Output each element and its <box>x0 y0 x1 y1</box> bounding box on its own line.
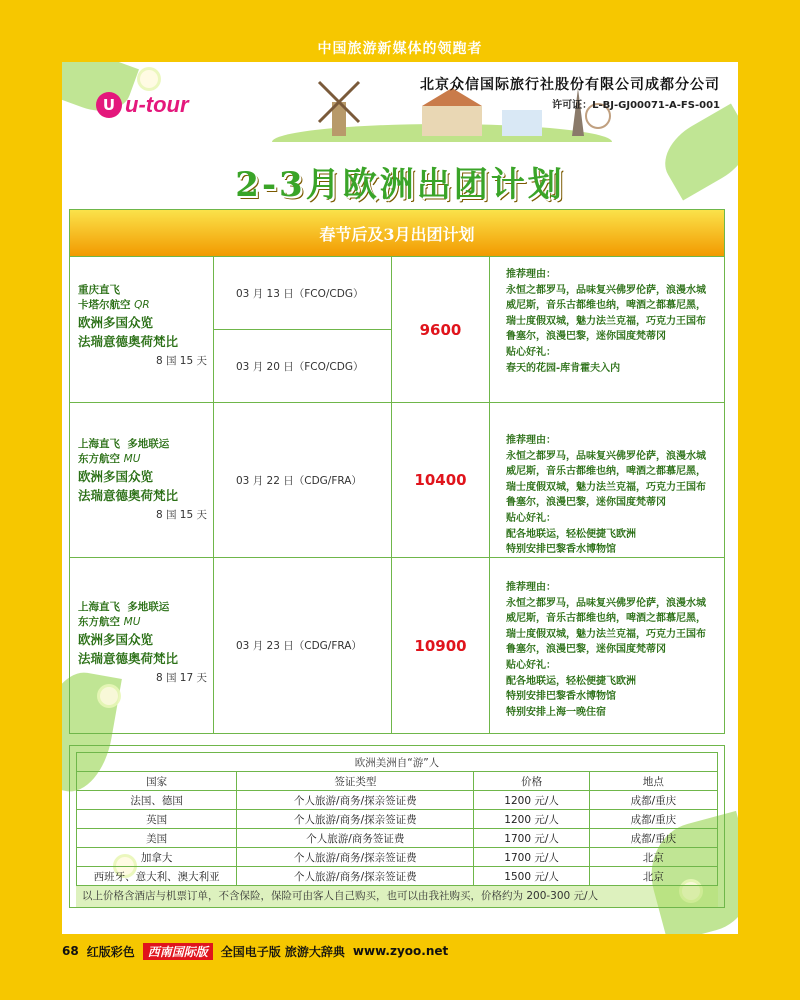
cell-visa-type: 个人旅游/商务/探亲签证费 <box>237 810 474 829</box>
route-cell <box>70 257 214 402</box>
gift-heading: 贴心好礼： <box>506 512 556 524</box>
table-row <box>77 791 718 810</box>
visa-header-row <box>77 772 718 791</box>
airline-name: 东方航空 <box>78 616 120 628</box>
airline-code: MU <box>123 453 141 465</box>
route-cell <box>70 558 214 733</box>
footer-brand: 红版彩色 <box>86 944 135 959</box>
cell-location: 成都/重庆 <box>589 829 717 848</box>
route-direct: 上海直飞 <box>78 438 120 450</box>
plan-table-header: 春节后及3月出团计划 <box>70 210 724 256</box>
route-origin <box>78 437 213 452</box>
departure-date: 03 月 22 日（CDG/FRA） <box>236 474 362 487</box>
tour-row <box>70 256 724 402</box>
gift-line: 配各地联运，轻松便捷飞欧洲 <box>506 528 636 540</box>
table-row <box>77 829 718 848</box>
reason-line: 威尼斯，音乐古都维也纳，啤酒之都慕尼黑， <box>506 613 706 625</box>
reason-line: 永恒之都罗马，品味复兴佛罗伦萨，浪漫水城 <box>506 284 706 296</box>
utour-logo <box>96 92 189 118</box>
price-cell: 10900 <box>392 558 490 733</box>
dates-cell <box>214 558 392 733</box>
visa-table <box>76 752 718 886</box>
reasons-cell <box>490 257 724 402</box>
tour-countries: 法瑞意德奥荷梵比 <box>78 488 179 503</box>
cell-country: 英国 <box>77 810 237 829</box>
tour-duration: 8 国 15 天 <box>155 355 207 367</box>
reason-heading: 推荐理由： <box>506 582 556 593</box>
visa-caption: 欧洲美洲自“游”人 <box>77 753 718 772</box>
reason-line: 瑞士度假双城，魅力法兰克福，巧克力王国布 <box>506 628 706 640</box>
cell-visa-type: 个人旅游/商务/探亲签证费 <box>237 867 474 886</box>
footer-website[interactable]: www.zyoo.net <box>352 944 449 958</box>
route-origin <box>78 600 213 615</box>
gift-line: 特别安排巴黎香水博物馆 <box>506 691 616 703</box>
dates-cell <box>214 403 392 557</box>
gift-heading: 贴心好礼： <box>506 659 556 671</box>
cell-price: 1200 元/人 <box>474 810 589 829</box>
departure-date: 03 月 23 日（CDG/FRA） <box>236 640 362 652</box>
column-header-location: 地点 <box>589 772 717 791</box>
cell-price: 1700 元/人 <box>474 848 589 867</box>
tour-countries: 法瑞意德奥荷梵比 <box>78 334 179 349</box>
cell-location: 北京 <box>589 867 717 886</box>
gift-line: 特别安排上海一晚住宿 <box>506 706 606 718</box>
cell-location: 成都/重庆 <box>589 791 717 810</box>
table-row <box>77 867 718 886</box>
tour-countries: 法瑞意德奥荷梵比 <box>78 651 179 666</box>
airline-code: QR <box>134 299 150 311</box>
reason-line: 鲁塞尔，浪漫巴黎，迷你国度梵蒂冈 <box>506 331 666 343</box>
visa-section <box>69 745 725 908</box>
price-cell: 10400 <box>392 403 490 557</box>
reason-line: 鲁塞尔，浪漫巴黎，迷你国度梵蒂冈 <box>506 644 666 656</box>
cell-country: 加拿大 <box>77 848 237 867</box>
departure-date: 03 月 13 日（FCO/CDG） <box>236 287 364 300</box>
reason-line: 瑞士度假双城，魅力法兰克福，巧克力王国布 <box>506 315 706 327</box>
cell-price: 1500 元/人 <box>474 867 589 886</box>
column-header-country: 国家 <box>77 772 237 791</box>
edition-badge: 西南国际版 <box>143 943 213 960</box>
column-header-visa-type: 签证类型 <box>237 772 474 791</box>
tour-name: 欧洲多国众览 <box>78 469 154 484</box>
tour-plan-table <box>69 209 725 734</box>
visa-note: 以上价格含酒店与机票订单，不含保险，保险可由客人自己购买，也可以由我社购买，价格约为 200-300 元/人 <box>76 886 718 907</box>
reason-line: 永恒之都罗马，品味复兴佛罗伦萨，浪漫水城 <box>506 450 706 462</box>
tour-duration: 8 国 17 天 <box>155 672 207 684</box>
license-number: 许可证：L-BJ-GJ00071-A-FS-001 <box>552 100 720 111</box>
visa-caption-row <box>77 753 718 772</box>
gift-line: 春天的花园-库肯霍夫入内 <box>506 362 621 374</box>
cell-country: 法国、德国 <box>77 791 237 810</box>
logo-mark: U <box>96 92 122 118</box>
airline-code: MU <box>123 616 141 628</box>
column-header-price: 价格 <box>474 772 589 791</box>
reason-line: 威尼斯，音乐古都维也纳，啤酒之都慕尼黑， <box>506 300 706 312</box>
route-connection: 多地联运 <box>127 601 170 613</box>
cell-visa-type: 个人旅游/商务签证费 <box>237 829 474 848</box>
tour-row <box>70 557 724 733</box>
route-origin: 重庆直飞 <box>78 284 120 296</box>
airline-name: 卡塔尔航空 <box>78 299 131 311</box>
cell-visa-type: 个人旅游/商务/探亲签证费 <box>237 848 474 867</box>
cell-price: 1700 元/人 <box>474 829 589 848</box>
tour-row <box>70 402 724 557</box>
route-cell <box>70 403 214 557</box>
airline-name: 东方航空 <box>78 453 120 465</box>
page-panel <box>62 62 738 934</box>
page-title: 2-3月欧洲出团计划 <box>235 165 565 205</box>
reasons-cell <box>490 403 724 557</box>
cell-price: 1200 元/人 <box>474 791 589 810</box>
reason-heading: 推荐理由： <box>506 435 556 446</box>
airline <box>78 452 213 467</box>
tour-name: 欧洲多国众览 <box>78 315 154 330</box>
gift-heading: 贴心好礼： <box>506 346 556 358</box>
table-row <box>77 848 718 867</box>
footer-edition: 全国电子版 旅游大辞典 <box>220 944 345 959</box>
cell-location: 成都/重庆 <box>589 810 717 829</box>
departure-date: 03 月 20 日（FCO/CDG） <box>214 329 391 402</box>
price-cell: 9600 <box>392 257 490 402</box>
top-banner: 中国旅游新媒体的领跑者 <box>317 41 483 57</box>
gift-line: 特别安排巴黎香水博物馆 <box>506 544 616 556</box>
gift-line: 配各地联运，轻松便捷飞欧洲 <box>506 675 636 687</box>
reason-line: 瑞士度假双城，魅力法兰克福，巧克力王国布 <box>506 481 706 493</box>
reason-heading: 推荐理由： <box>506 269 556 280</box>
cell-country: 美国 <box>77 829 237 848</box>
footer <box>62 942 456 960</box>
cell-location: 北京 <box>589 848 717 867</box>
reason-line: 永恒之都罗马，品味复兴佛罗伦萨，浪漫水城 <box>506 597 706 609</box>
company-name: 北京众信国际旅行社股份有限公司成都分公司 <box>420 77 720 93</box>
reasons-cell <box>490 558 724 733</box>
tour-name: 欧洲多国众览 <box>78 632 154 647</box>
table-row <box>77 810 718 829</box>
route-direct: 上海直飞 <box>78 601 120 613</box>
cell-visa-type: 个人旅游/商务/探亲签证费 <box>237 791 474 810</box>
airline <box>78 298 213 313</box>
page-number: 68 <box>62 944 79 958</box>
reason-line: 威尼斯，音乐古都维也纳，啤酒之都慕尼黑， <box>506 466 706 478</box>
airline <box>78 615 213 630</box>
route-connection: 多地联运 <box>127 438 170 450</box>
dates-cell <box>214 257 392 402</box>
company-header <box>420 74 720 111</box>
flower-decoration <box>140 70 158 88</box>
reason-line: 鲁塞尔，浪漫巴黎，迷你国度梵蒂冈 <box>506 497 666 509</box>
tour-duration: 8 国 15 天 <box>155 509 207 521</box>
logo-text: u-tour <box>125 92 189 117</box>
cell-country: 西班牙、意大利、澳大利亚 <box>77 867 237 886</box>
